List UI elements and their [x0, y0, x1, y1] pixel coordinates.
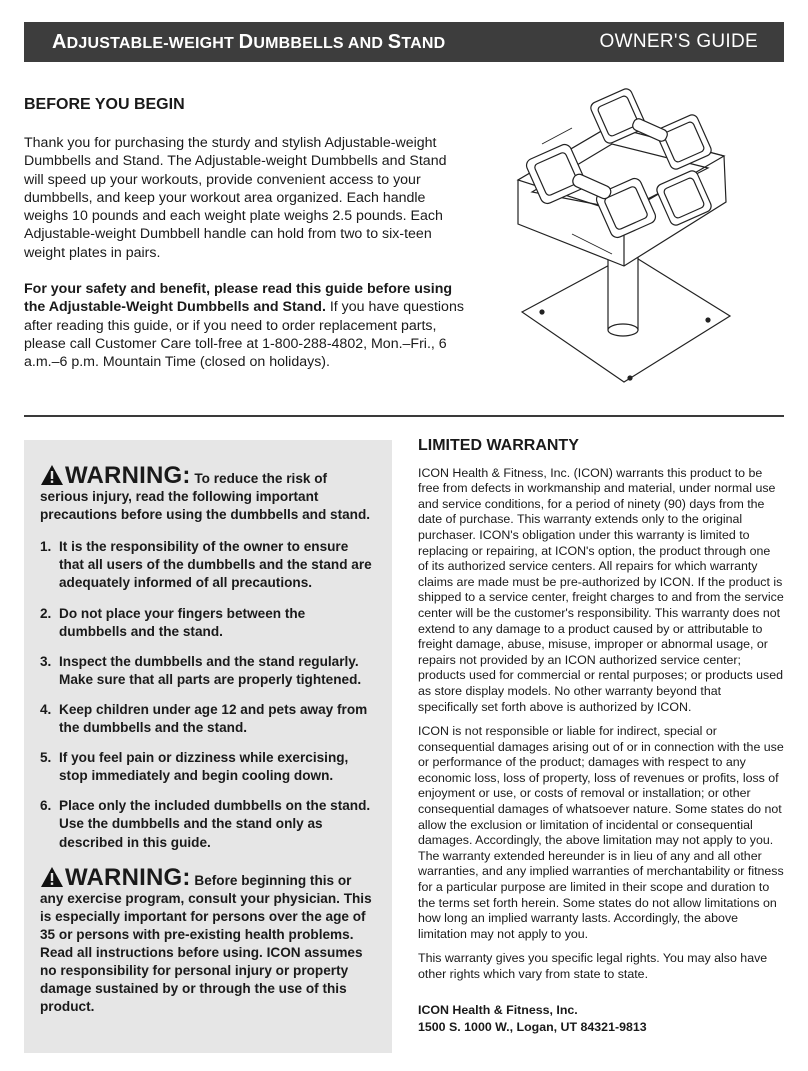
warning-intro [40, 464, 376, 524]
warning-triangle-icon [40, 464, 64, 486]
before-you-begin-section [24, 96, 464, 372]
company-name: ICON Health & Fitness, Inc. [418, 1002, 578, 1017]
list-item: 3. Inspect the dumbbells and the stand regularly. Make sure that all parts are properly tightened. [40, 653, 362, 687]
warranty-paragraph-1: ICON Health & Fitness, Inc. (ICON) warrants this product to be free from defects in workmanship and material, under normal use and service conditions, for a period of ninety (90) days from the date of purchase. This warranty extends only to the original purchaser. ICON's obligation under this warranty is limited to replacing or repairing, at ICON's option, the product through one of its authorized service centers. All repairs for which warranty claims are made must be pre-authorized by ICON. If the product is shipped to a service center, freight charges to and from the service center will be the customer's responsibility. This warranty does not extend to any damage to a product caused by or attributable to freight damage, abuse, misuse, improper or abnormal usage, or repairs not provided by an ICON authorized service center; products used for commercial or rental purposes; or products used as store display models. No other warranty beyond that specifically set forth above is authorized by ICON. [418, 465, 784, 714]
second-warning [40, 863, 376, 1017]
before-you-begin-heading: BEFORE YOU BEGIN [24, 96, 185, 113]
precautions-list [40, 538, 376, 851]
limited-warranty-section [418, 438, 784, 1036]
warning-triangle-icon [40, 866, 64, 888]
company-address: 1500 S. 1000 W., Logan, UT 84321-9813 [418, 1020, 647, 1035]
list-item: 5. If you feel pain or dizziness while exercising, stop immediately and begin cooling down. [40, 750, 349, 784]
document-title: ADJUSTABLE-WEIGHT DUMBBELLS AND STAND [52, 30, 446, 53]
warning-word: WARNING: [65, 863, 191, 891]
warning-intro-text: To reduce the risk of serious injury, read the following important precautions before using the dumbbells and stand. [40, 471, 371, 523]
owners-guide-label: OWNER'S GUIDE [599, 31, 758, 52]
dumbbells-on-stand-illustration [512, 84, 740, 396]
safety-rest-text: If you have questions after reading this guide, or if you need to order replacement parts, please call Customer Care toll-free at 1-800-288-4802, Mon.–Fri., 6 a.m.–6 p.m. Mountain Time (closed on holidays). [24, 299, 464, 371]
list-item: 4. Keep children under age 12 and pets away from the dumbbells and the stand. [40, 701, 368, 736]
list-item: 6. Place only the included dumbbells on the stand. Use the dumbbells and the stand only as described in this guide. [40, 798, 371, 850]
warranty-heading: LIMITED WARRANTY [418, 437, 579, 454]
warranty-paragraph-2: ICON is not responsible or liable for indirect, special or consequential damages arising out of or in connection with the use or performance of the product; damages with respect to any economic loss, loss of property, loss of revenues or profits, loss of enjoyment or use, or costs of removal or installation; or other consequential damages of whatsoever nature. Some states do not allow the exclusion or limitation of incidental or consequential damages. Accordingly, the above limitation may not apply to you. The warranty extended hereunder is in lieu of any and all other warranties, and any implied warranties of merchantability or fitness for a particular purpose are limited in their scope and duration to the terms set forth herein. Some states do not allow limitations on how long an implied warranty lasts. Accordingly, the above limitation may not apply to you. [418, 724, 784, 941]
safety-paragraph [24, 280, 464, 371]
list-item: 2. Do not place your fingers between the dumbbells and the stand. [40, 605, 306, 639]
safety-bold-text: For your safety and benefit, please read this guide before using the Adjustable-Weight Dumbbells and Stand. [24, 281, 453, 316]
list-item: 1. It is the responsibility of the owner to ensure that all users of the dumbbells and the stand are adequately informed of all precautions. [40, 539, 372, 591]
warranty-paragraph-3: This warranty gives you specific legal rights. You may also have other rights which vary from state to state. [418, 951, 768, 981]
page-header [24, 22, 784, 62]
warning-word: WARNING: [65, 462, 191, 489]
warning-box [24, 440, 392, 1053]
second-warning-text: Before beginning this or any exercise program, consult your physician. This is especially important for persons over the age of 35 or persons with pre-existing health problems. Read all instructions before using. ICON assumes no responsibility for personal injury or property damage sustained by or through the use of this product. [40, 872, 372, 1015]
section-divider [24, 415, 784, 417]
intro-paragraph: Thank you for purchasing the sturdy and stylish Adjustable-weight Dumbbells and Stand. The Adjustable-weight Dumbbells and Stand will speed up your workouts, provide convenient access to your dumbbells, and keep your workout area organized. Each handle weighs 10 pounds and each weight plate weighs 2.5 pounds. Each Adjustable-weight Dumbbell handle can hold from two to six-teen weight plates in pairs. [24, 135, 447, 261]
